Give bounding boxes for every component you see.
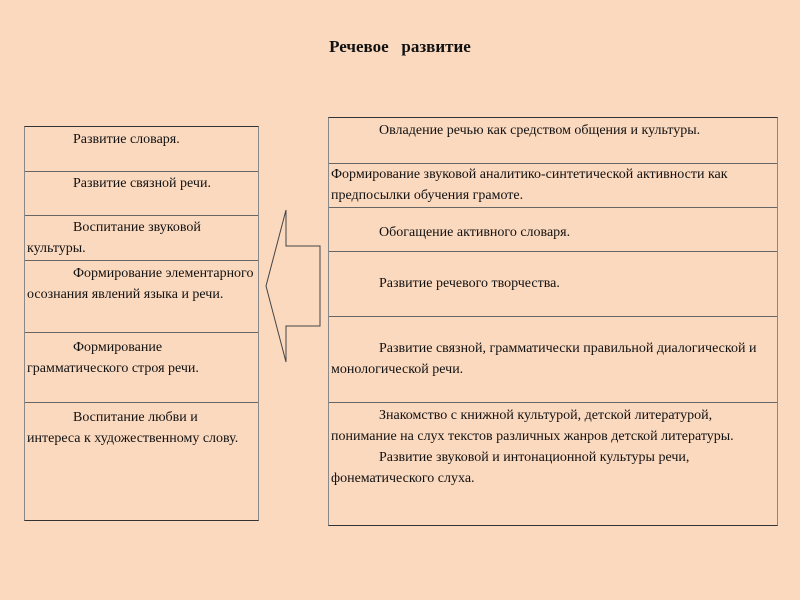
left-item-6: Воспитание любви и интереса к художественному слову. bbox=[27, 410, 239, 446]
right-item-5: Развитие связной, грамматически правильной диалогической и монологической речи. bbox=[329, 317, 777, 403]
right-item-1: Овладение речью как средством общения и культуры. bbox=[329, 118, 777, 164]
right-table bbox=[328, 117, 778, 526]
left-item-1: Развитие словаря. bbox=[25, 127, 258, 172]
left-item-4: Формирование элементарного осознания явлений языка и речи. bbox=[25, 261, 258, 333]
left-item-3: Воспитание звуковой культуры. bbox=[25, 216, 258, 261]
left-arrow-icon bbox=[264, 208, 324, 364]
right-item-3: Обогащение активного словаря. bbox=[329, 208, 777, 252]
right-item-6: Знакомство с книжной культурой, детской литературой, понимание на слух текстов различных жанров детской литературы. Развитие звуковой и интонационной культуры речи, фонематического слуха. bbox=[331, 408, 734, 486]
right-item-2: Формирование звуковой аналитико-синтетической активности как предпосылки обучения грамоте. bbox=[329, 164, 777, 208]
right-item-4: Развитие речевого творчества. bbox=[329, 252, 777, 317]
left-table bbox=[24, 126, 259, 521]
left-item-5: Формирование грамматического строя речи. bbox=[25, 333, 258, 403]
left-item-2: Развитие связной речи. bbox=[25, 172, 258, 216]
page-title: Речевое развитие bbox=[329, 37, 471, 56]
